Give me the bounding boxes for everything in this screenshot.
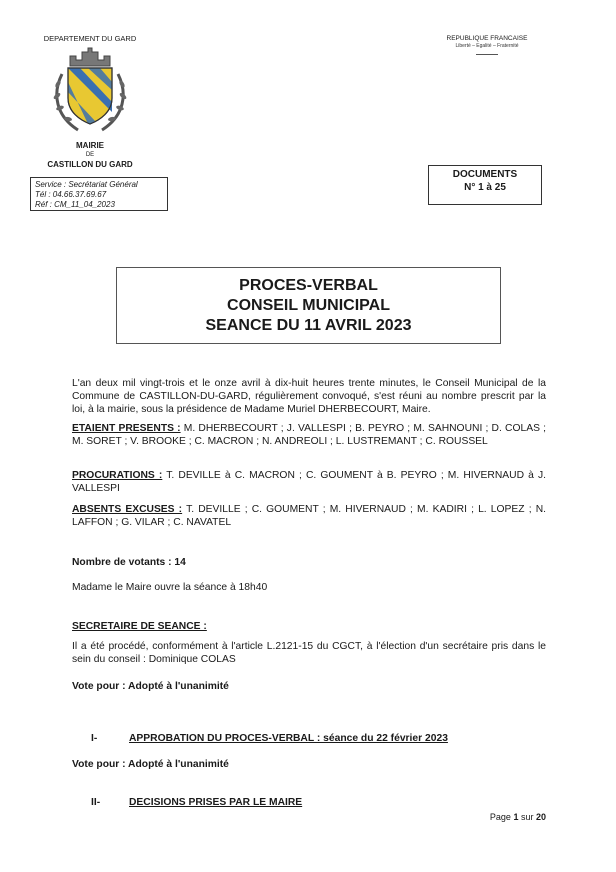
documents-box (428, 165, 542, 205)
secretaire-label: SECRETAIRE DE SEANCE : (72, 621, 207, 632)
page-label: Page (489, 812, 514, 822)
section-1-title-main: APPROBATION DU PROCES-VERBAL (129, 733, 314, 744)
mairie-de: DE (85, 152, 95, 158)
page-sur: sur (518, 812, 536, 822)
presents-paragraph (72, 422, 546, 448)
title-line-2: CONSEIL MUNICIPAL (227, 297, 390, 314)
secretaire-text: Il a été procédé, conformément à l'article L.2121-15 du CGCT, à l'élection d'un secrétaire pris dans le sein du conseil : Dominique COLAS (72, 641, 546, 665)
commune-name: CASTILLON DU GARD (47, 160, 133, 169)
republique-header (432, 35, 542, 55)
service-box (30, 177, 168, 211)
section-1-title-rest: : séance du 22 février 2023 (313, 733, 448, 744)
votants-count: Nombre de votants : 14 (72, 557, 186, 568)
tel-line: Tél : 04.66.37.69.67 (35, 190, 107, 199)
page-title-box (116, 267, 501, 344)
page-number (470, 812, 546, 822)
absents-paragraph (72, 503, 546, 529)
title-line-1: PROCES-VERBAL (239, 277, 378, 294)
presents-text: M. DHERBECOURT ; J. VALLESPI ; B. PEYRO ; M. SAHNOUNI ; D. COLAS ; M. SORET ; V. BROOKE ; C. MACRON ; N. ANDREOLI ; L. LUSTREMANT ; C. ROUSSEL (72, 423, 546, 447)
presents-label: ETAIENT PRESENTS : (72, 423, 181, 434)
intro-paragraph: L'an deux mil vingt-trois et le onze avril à dix-huit heures trente minutes, le Conseil Municipal de la Commune de CASTILLON-DU-GARD, régulièrement convoqué, s'est réuni au nombre prescrit par la loi, à la mairie, sous la présidence de Madame Muriel DHERBECOURT, Maire. (72, 378, 546, 415)
documents-range: N° 1 à 25 (464, 182, 506, 193)
ouverture-text: Madame le Maire ouvre la séance à 18h40 (72, 582, 268, 593)
absents-text: T. DEVILLE ; C. GOUMENT ; M. HIVERNAUD ; M. KADIRI ; L. LOPEZ ; N. LAFFON ; G. VILAR ; C. NAVATEL (72, 504, 546, 528)
section-2-number: II- (91, 797, 101, 808)
secretaire-vote: Vote pour : Adopté à l'unanimité (72, 681, 229, 692)
section-2-title: DECISIONS PRISES PAR LE MAIRE (129, 797, 303, 808)
mairie-label (30, 140, 150, 170)
service-line: Service : Secrétariat Général (35, 180, 138, 189)
section-1-heading (91, 733, 521, 747)
devise-label: Liberté – Egalité – Fraternité (455, 43, 519, 49)
procurations-text: T. DEVILLE à C. MACRON ; C. GOUMENT à B. PEYRO ; M. HIVERNAUD à J. VALLESPI (72, 470, 546, 494)
mairie-word: MAIRIE (76, 141, 104, 150)
section-1-vote: Vote pour : Adopté à l'unanimité (72, 759, 229, 770)
republique-label: REPUBLIQUE FRANCAISE (446, 35, 528, 42)
department-label: DEPARTEMENT DU GARD (43, 34, 137, 43)
section-1-title (129, 733, 448, 744)
section-2-heading (91, 797, 521, 811)
section-1-number: I- (91, 733, 98, 744)
ref-line: Réf : CM_11_04_2023 (35, 200, 115, 209)
header-divider (476, 54, 498, 55)
secretaire-heading (72, 620, 546, 633)
page-total: 20 (535, 812, 546, 822)
title-line-3: SEANCE DU 11 AVRIL 2023 (205, 317, 412, 334)
absents-label: ABSENTS EXCUSES : (72, 504, 183, 515)
documents-label: DOCUMENTS (452, 169, 518, 180)
procurations-label: PROCURATIONS : (72, 470, 163, 481)
coat-of-arms-logo (48, 44, 132, 136)
procurations-paragraph (72, 469, 546, 495)
page-current: 1 (513, 812, 519, 822)
